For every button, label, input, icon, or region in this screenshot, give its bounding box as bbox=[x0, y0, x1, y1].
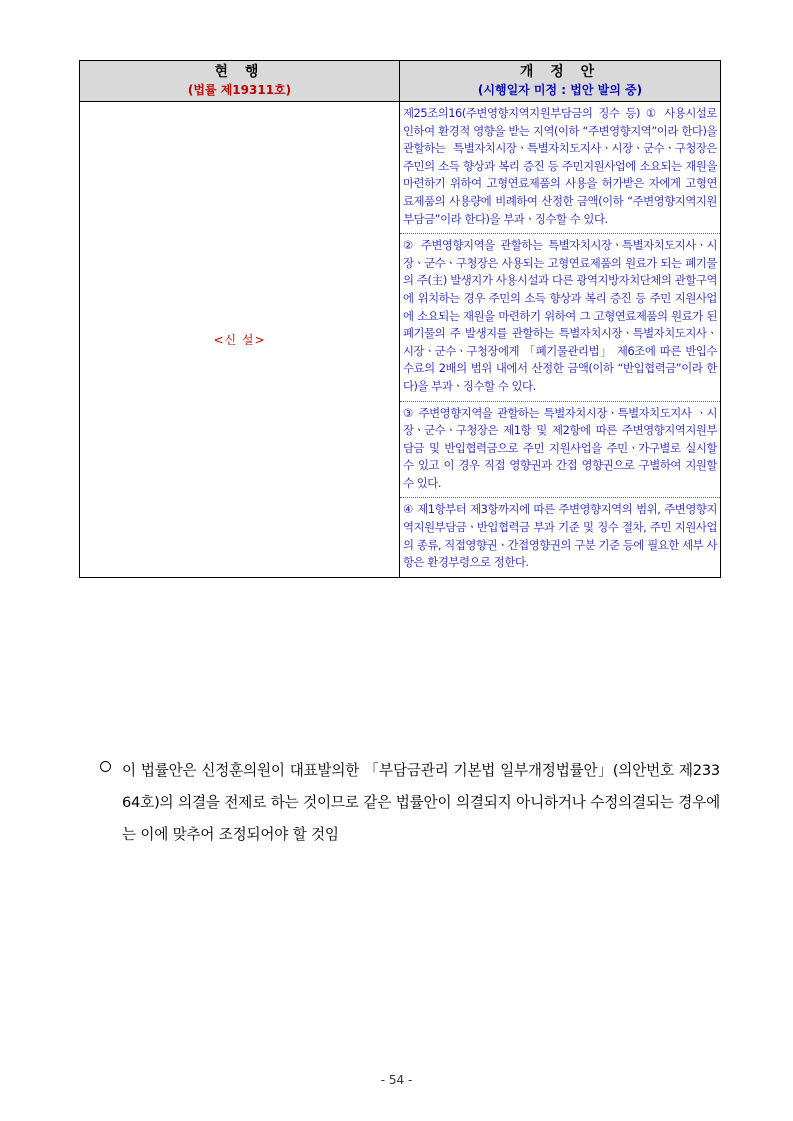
amendment-paragraph-3: ③ 주변영향지역을 관할하는 특별자치시장ㆍ특별자치도지사 ㆍ시장ㆍ군수ㆍ구청장은 제1항 및 제2항에 따른 주변영향지역지원부담금 및 반입협력금으로 주민 지원사업을 주민ㆍ가구별로 실시할 수 있고 이 경우 직접 영향권과 간접 영향권으로 구별하여 지원할 수 있다. bbox=[400, 401, 720, 498]
table-header-row bbox=[80, 61, 721, 102]
header-current-title: 현 행 bbox=[214, 64, 265, 80]
current-law-cell bbox=[80, 102, 400, 578]
header-amendment-subtitle: (시행일자 미정 : 법안 발의 중) bbox=[477, 83, 643, 97]
header-amendment-title: 개 정 안 bbox=[519, 64, 601, 80]
table-body-row bbox=[80, 102, 721, 578]
header-current-law bbox=[80, 61, 400, 102]
amendment-cell bbox=[400, 102, 721, 578]
header-amendment bbox=[400, 61, 721, 102]
page-number: - 54 - bbox=[380, 1073, 413, 1087]
new-provision-mark: <신 설> bbox=[213, 332, 266, 347]
review-note-text: 이 법률안은 신정훈의원이 대표발의한 「부담금관리 기본법 일부개정법률안」(의안번호 제23364호)의 의결을 전제로 하는 것이므로 같은 법률안이 의결되지 아니하거나 수정의결되는 경우에는 이에 맞추어 조정되어야 할 것임 bbox=[122, 762, 720, 843]
comparison-table bbox=[79, 60, 721, 578]
amendment-paragraph-4: ④ 제1항부터 제3항까지에 따른 주변영향지역의 범위, 주변영향지역지원부담금ㆍ반입협력금 부과 기준 및 징수 절차, 주민 지원사업의 종류, 직접영향권ㆍ간접영향권의 구분 기준 등에 필요한 세부 사항은 환경부령으로 정한다. bbox=[400, 497, 720, 576]
header-current-subtitle: (법률 제19311호) bbox=[187, 83, 292, 97]
circle-bullet-icon bbox=[100, 761, 111, 772]
amendment-paragraph-1: 제25조의16(주변영향지역지원부담금의 징수 등) ① 사용시설로 인하여 환경적 영향을 받는 지역(이하 “주변영향지역”이라 한다)을 관할하는 특별자치시장ㆍ특별자치도지사ㆍ시장ㆍ군수ㆍ구청장은 주민의 소득 향상과 복리 증진 등 주민지원사업에 소요되는 재원을 마련하기 위하여 고형연료제품의 사용을 허가받은 자에게 고형연료제품의 사용량에 비례하여 산정한 금액(이하 “주변영향지역지원부담금”이라 한다)을 부과ㆍ징수할 수 있다. bbox=[403, 106, 717, 226]
amendment-paragraph-2: ② 주변영향지역을 관할하는 특별자치시장ㆍ특별자치도지사ㆍ시장ㆍ군수ㆍ구청장은 사용되는 고형연료제품의 원료가 되는 폐기물의 주(主) 발생지가 사용시설과 다른 광역지방자치단체의 관할구역에 위치하는 경우 주민의 소득 향상과 복리 증진 등 주민 지원사업에 소요되는 재원을 마련하기 위하여 그 고형연료제품의 원료가 된 폐기물의 주 발생지를 관할하는 특별자치시장ㆍ특별자치도지사ㆍ시장ㆍ군수ㆍ구청장에게 「폐기물관리법」 제6조에 따른 반입수수료의 2배의 범위 내에서 산정한 금액(이하 “반입협력금”이라 한다)을 부과ㆍ징수할 수 있다. bbox=[400, 233, 720, 400]
review-note bbox=[100, 755, 720, 851]
